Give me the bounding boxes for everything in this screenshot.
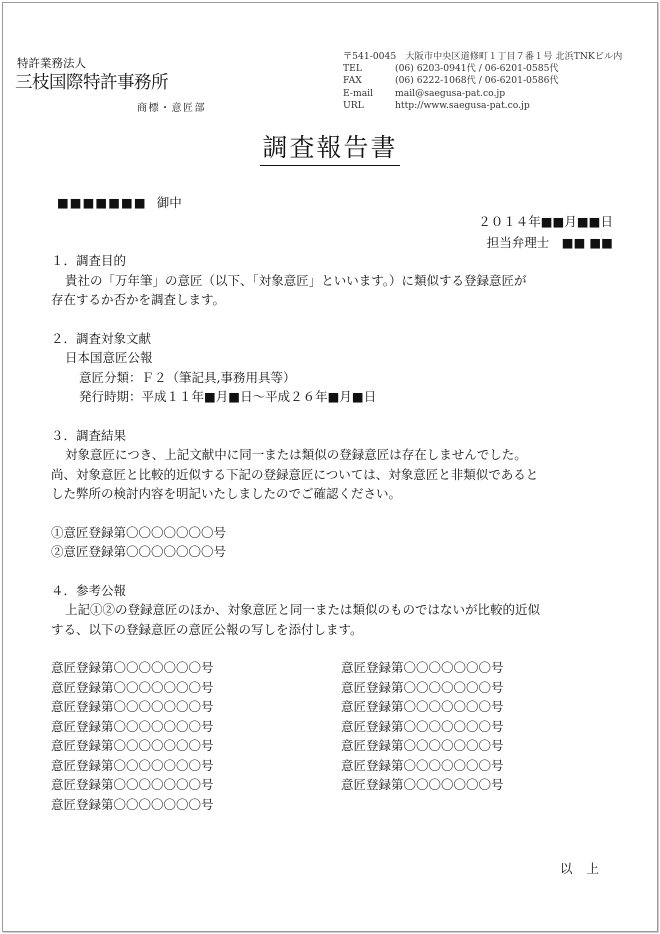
result-item-1: ①意匠登録第〇〇〇〇〇〇〇号	[51, 524, 227, 540]
reference-item: 意匠登録第〇〇〇〇〇〇〇号	[341, 777, 504, 792]
reference-line-1: 上記①②の登録意匠のほか、対象意匠と同一または類似のものではないが比較的近似	[65, 602, 541, 617]
email-row	[343, 88, 622, 100]
recipient-name-redacted: ■■■■■■■	[57, 195, 147, 210]
url-row	[343, 100, 622, 112]
result-line-2: 尚、対象意匠と比較的近似する下記の登録意匠については、対象意匠と非類似であると	[51, 466, 539, 482]
reference-item: 意匠登録第〇〇〇〇〇〇〇号	[51, 738, 214, 753]
closing-mark: 以上	[559, 861, 613, 876]
result-line-1: 対象意匠につき、上記文献中に同一または類似の登録意匠は存在しませんでした。	[65, 447, 527, 462]
purpose-line-1: 貴社の「万年筆」の意匠（以下、「対象意匠」といいます。）に類似する登録意匠が	[65, 272, 527, 288]
reference-item: 意匠登録第〇〇〇〇〇〇〇号	[51, 757, 214, 773]
reference-item: 意匠登録第〇〇〇〇〇〇〇号	[341, 718, 504, 734]
reference-list-right	[341, 658, 631, 814]
url-label: URL	[343, 99, 364, 111]
target-class: 意匠分類：Ｆ２（筆記具,事務用具等）	[79, 369, 296, 385]
report-date: ２０１４年■■月■■日	[478, 214, 613, 229]
reference-list-left	[51, 658, 341, 814]
email-label: E-mail	[343, 87, 374, 99]
recipient-honorific: 御中	[156, 195, 182, 210]
attorney-in-charge: 担当弁理士 ■■ ■■	[486, 235, 613, 250]
firm-name: 三枝国際特許事務所	[15, 73, 168, 93]
contact-block	[343, 51, 622, 112]
reference-heading: ４．参考公報	[51, 582, 127, 598]
reference-item: 意匠登録第〇〇〇〇〇〇〇号	[51, 699, 214, 714]
reference-line-2: する、以下の登録意匠の意匠公報の写しを添付します。	[51, 621, 363, 637]
fax-row	[343, 75, 622, 87]
tel-label: TEL	[343, 63, 362, 75]
reference-item: 意匠登録第〇〇〇〇〇〇〇号	[51, 796, 214, 812]
reference-list	[51, 658, 631, 814]
reference-item: 意匠登録第〇〇〇〇〇〇〇号	[341, 660, 504, 675]
reference-item: 意匠登録第〇〇〇〇〇〇〇号	[341, 738, 504, 753]
target-heading: ２．調査対象文献	[51, 330, 152, 346]
fax-label: FAX	[343, 75, 362, 87]
reference-item: 意匠登録第〇〇〇〇〇〇〇号	[51, 718, 214, 734]
title-wrap	[3, 133, 657, 166]
department: 商標・意匠部	[137, 103, 206, 114]
email-value: mail@saegusa-pat.co.jp	[395, 87, 506, 99]
reference-item: 意匠登録第〇〇〇〇〇〇〇号	[341, 699, 504, 714]
firm-type: 特許業務法人	[17, 56, 86, 70]
result-item-2: ②意匠登録第〇〇〇〇〇〇〇号	[51, 544, 227, 559]
target-source: 日本国意匠公報	[65, 350, 153, 365]
fax-value: (06) 6222-1068代 / 06-6201-0586代	[395, 75, 559, 87]
purpose-line-2: 存在するか否かを調査します。	[51, 292, 226, 307]
report-page	[2, 2, 658, 932]
result-line-3: した弊所の検討内容を明記いたしましたのでご確認ください。	[51, 486, 402, 501]
purpose-heading: １．調査目的	[51, 253, 127, 268]
reference-item: 意匠登録第〇〇〇〇〇〇〇号	[341, 757, 504, 773]
reference-item: 意匠登録第〇〇〇〇〇〇〇号	[51, 660, 214, 675]
address: 〒541-0045 大阪市中央区道修町１丁目７番１号 北浜TNKビル内	[343, 51, 623, 62]
report-body	[51, 251, 631, 814]
target-period: 発行時期：平成１１年■月■日～平成２６年■月■日	[79, 389, 377, 404]
reference-item: 意匠登録第〇〇〇〇〇〇〇号	[51, 777, 214, 792]
result-heading: ３．調査結果	[51, 427, 127, 443]
reference-item: 意匠登録第〇〇〇〇〇〇〇号	[341, 679, 504, 695]
doc-title: 調査報告書	[260, 133, 399, 166]
tel-row	[343, 63, 622, 75]
url-value: http://www.saegusa-pat.co.jp	[395, 99, 530, 111]
reference-item: 意匠登録第〇〇〇〇〇〇〇号	[51, 679, 214, 695]
tel-value: (06) 6203-0941代 / 06-6201-0585代	[395, 63, 559, 75]
recipient	[57, 193, 182, 211]
